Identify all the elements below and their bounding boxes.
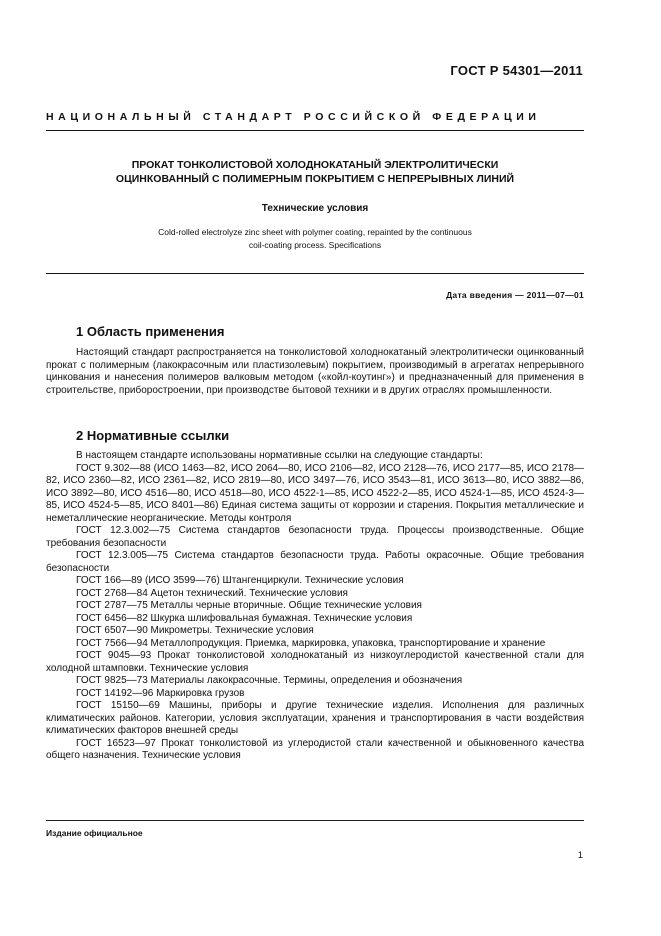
- section-2-heading: 2 Нормативные ссылки: [76, 428, 230, 443]
- reference-paragraph: ГОСТ 166—89 (ИСО 3599—76) Штангенциркули. Технические условия: [76, 575, 404, 586]
- reference-paragraph: ГОСТ 2787—75 Металлы черные вторичные. Общие технические условия: [76, 600, 422, 611]
- reference-paragraph: В настоящем стандарте использованы нормативные ссылки на следующие стандарты:: [76, 450, 483, 461]
- national-standard-banner: НАЦИОНАЛЬНЫЙ СТАНДАРТ РОССИЙСКОЙ ФЕДЕРАЦИИ: [46, 111, 541, 123]
- reference-paragraph: ГОСТ 12.3.002—75 Система стандартов безопасности труда. Процессы производственные. Общие требования безопасности: [46, 525, 584, 549]
- english-title-line-2: coil-coating process. Specifications: [248, 239, 382, 250]
- gost-number: ГОСТ Р 54301—2011: [450, 63, 583, 78]
- document-subtitle: Технические условия: [261, 203, 369, 214]
- footer-rule: [46, 820, 584, 821]
- document-title: [46, 158, 584, 186]
- reference-paragraph: ГОСТ 9.302—88 (ИСО 1463—82, ИСО 2064—80, ИСО 2106—82, ИСО 2128—76, ИСО 2177—85, ИСО 2178—82, ИСО 2360—82, ИСО 2361—82, ИСО 2819—80, ИСО 3497—76, ИСО 3543—81, ИСО 3613—80, ИСО 3882—86, ИСО 3892—80, ИСО 4516—80, ИСО 4518—80, ИСО 4522-1—85, ИСО 4522-2—85, ИСО 4524-1—85, ИСО 4524-3—85, ИСО 4524-5—85, ИСО 8401—86) Единая система защиты от коррозии и старения. Покрытия металлические и неметаллические неорганические. Методы контроля: [46, 462, 584, 524]
- section-1-heading: 1 Область применения: [76, 324, 225, 339]
- reference-paragraph: ГОСТ 9045—93 Прокат тонколистовой холоднокатаный из низкоуглеродистой качественной стали для холодной штамповки. Технические условия: [46, 650, 584, 674]
- introduction-date: Дата введения — 2011—07—01: [446, 290, 584, 300]
- title-line-2: ОЦИНКОВАННЫЙ С ПОЛИМЕРНЫМ ПОКРЫТИЕМ С НЕПРЕРЫВНЫХ ЛИНИЙ: [115, 173, 515, 185]
- english-title: [46, 226, 584, 251]
- title-rule: [46, 273, 584, 274]
- section-2-body: [46, 450, 584, 763]
- section-1-body: [46, 347, 584, 397]
- official-edition-label: Издание официальное: [46, 828, 143, 838]
- reference-paragraph: ГОСТ 6507—90 Микрометры. Технические условия: [76, 625, 314, 636]
- title-line-1: ПРОКАТ ТОНКОЛИСТОВОЙ ХОЛОДНОКАТАНЫЙ ЭЛЕКТРОЛИТИЧЕСКИ: [131, 159, 499, 171]
- reference-paragraph: ГОСТ 14192—96 Маркировка грузов: [76, 687, 245, 699]
- reference-paragraph: ГОСТ 15150—69 Машины, приборы и другие технические изделия. Исполнения для различных климатических районов. Категории, условия эксплуатации, хранения и транспортирования в части воздействия климатических факторов внешней среды: [46, 700, 584, 736]
- reference-paragraph: ГОСТ 7566—94 Металлопродукция. Приемка, маркировка, упаковка, транспортирование и хранение: [76, 637, 546, 649]
- header-rule: [46, 130, 584, 131]
- reference-paragraph: ГОСТ 2768—84 Ацетон технический. Технические условия: [76, 587, 348, 599]
- reference-paragraph: ГОСТ 6456—82 Шкурка шлифовальная бумажная. Технические условия: [76, 612, 413, 624]
- english-title-line-1: Cold-rolled electrolyze zinc sheet with polymer coating, repainted by the continuous: [158, 227, 472, 237]
- reference-paragraph: ГОСТ 16523—97 Прокат тонколистовой из углеродистой стали качественной и обыкновенного качества общего назначения. Технические условия: [46, 737, 584, 761]
- page-number: 1: [577, 850, 583, 861]
- reference-paragraph: ГОСТ 9825—73 Материалы лакокрасочные. Термины, определения и обозначения: [76, 675, 463, 686]
- reference-paragraph: ГОСТ 12.3.005—75 Система стандартов безопасности труда. Работы окрасочные. Общие требования безопасности: [46, 550, 584, 574]
- section-1-paragraph: Настоящий стандарт распространяется на тонколистовой холоднокатаный электролитически оцинкованный прокат с полимерным (лакокрасочным или пластизолевым) покрытием, производимый в агрегатах непрерывного цинкования и нанесения полимеров валковым методом («койл-коутинг») и предназначенный для применения в строительстве, приборостроении, при производстве бытовой техники и в других отраслях промышленности.: [46, 347, 584, 396]
